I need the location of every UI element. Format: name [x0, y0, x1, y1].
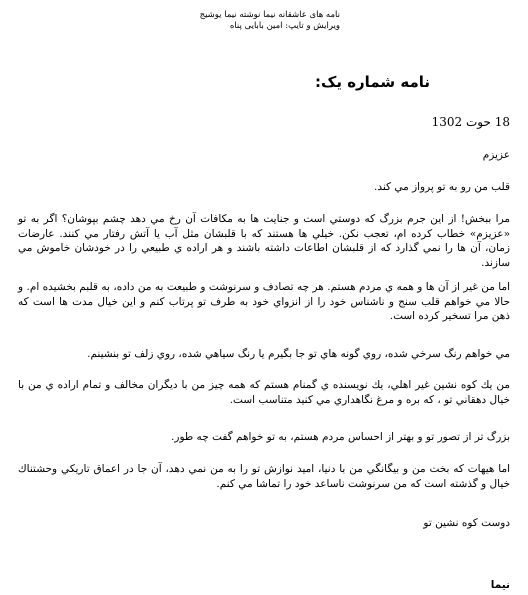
- paragraph-3: اما من غير از آن ها و همه ي مردم هستم. هر چه تصادف و سرنوشت و طبيعت به من داده، به قلبم بخشيده ام. و حالا مي خواهم قلب سنج و ناشناس خود را از انزواي خود به طرف تو پرتاب کنم و اين خيال مدت ها است که ذهن مرا تسخير کرده است.: [18, 281, 510, 322]
- letter-date: 18 حوت 1302: [431, 115, 510, 129]
- letter-title: نامه شماره يک:: [314, 73, 430, 91]
- letter-closing: دوست کوه نشين تو: [423, 517, 510, 529]
- header-line-2: ویرایش و تایپ: امین بابایی پناه: [229, 21, 340, 31]
- header-line-1: نامه های عاشقانه نیما نوشته نیما یوشیج: [199, 10, 340, 20]
- letter-greeting: عزيزم: [482, 149, 510, 161]
- letter-signature: نيما: [490, 579, 510, 591]
- document-header: [140, 10, 340, 32]
- paragraph-4: مي خواهم رنگ سرخي شده، روي گونه هاي تو جا بگيرم يا رنگ سياهي شده، روي زلف تو بنشينم.: [87, 348, 510, 360]
- paragraph-6: بزرگ تر از تصور تو و بهتر از احساس مردم هستم، به تو خواهم گفت چه طور.: [171, 431, 510, 443]
- paragraph-7: اما هيهات كه بخت من و بيگانگي من با دنيا، اميد نوازش تو را به من نمي دهد، آن جا در اعماق تاريكي وحشتناك خيال و گذشته است كه من سرنوشت ناساعد خود را تماشا مي كنم.: [18, 463, 510, 490]
- paragraph-5: من يك كوه نشين غير اهلي، يك نويسنده ي گمنام هستم كه همه چيز من با ديگران مخالف و تمام اراده ي من با خيال دهقاني تو ، كه بره و مرغ نگاهداري مي كنيد متناسب است.: [18, 379, 510, 406]
- paragraph-1: قلب من رو به تو پرواز مي کند.: [374, 181, 510, 193]
- paragraph-2: مرا ببخش! از اين جرم بزرگ که دوستي است و جنايت ها به مکافات آن رخ مي دهد چشم بپوشان؟ اگر به تو «عزيزم» خطاب کرده ام، تعجب نکن. خيلي ها هستند که با قلبشان مثل آب يا آتش رفتار مي کنند. عارضات زمان، آن ها را نمي گذارد که از قلبشان اطاعات داشته باشند و هر اراده ي طبيعي را در خودشان خاموش مي سازند.: [18, 213, 510, 269]
